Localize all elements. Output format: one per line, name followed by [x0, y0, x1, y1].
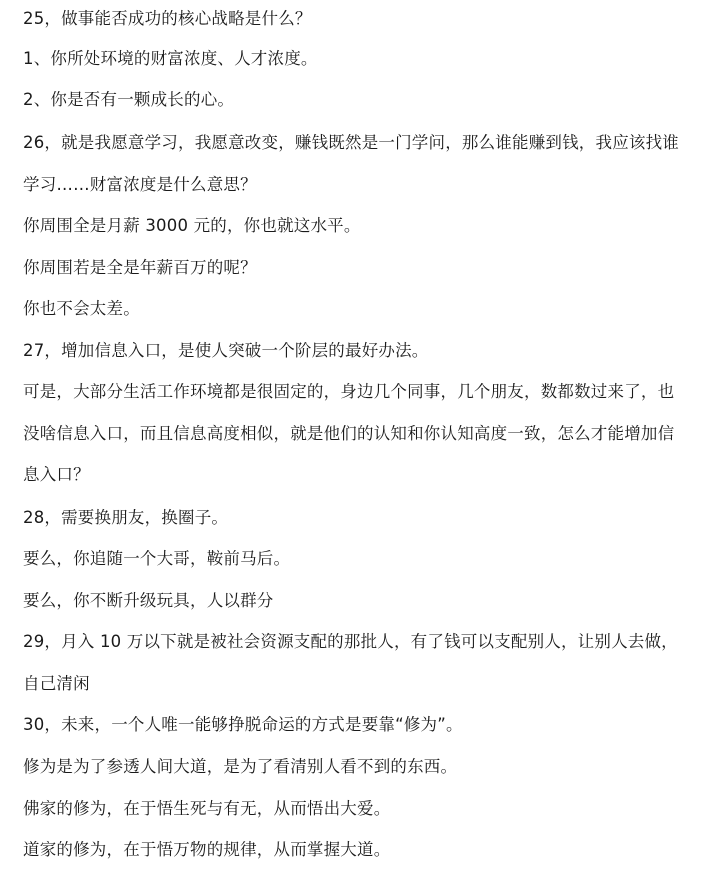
- text-line: 25，做事能否成功的核心战略是什么？: [23, 9, 312, 28]
- text-line: 你周围若是全是年薪百万的呢？: [23, 258, 257, 277]
- text-line: 息入口？: [23, 465, 90, 484]
- text-line: 修为是为了参透人间大道，是为了看清别人看不到的东西。: [23, 757, 458, 776]
- text-line: 28，需要换朋友，换圈子。: [23, 508, 229, 527]
- text-line: 29，月入 10 万以下就是被社会资源支配的那批人，有了钱可以支配别人，让别人去做，: [23, 632, 678, 651]
- text-line: 你周围全是月薪 3000 元的，你也就这水平。: [23, 216, 361, 235]
- text-line: 27，增加信息入口，是使人突破一个阶层的最好办法。: [23, 341, 429, 360]
- text-line: 要么，你不断升级玩具，人以群分: [23, 591, 274, 610]
- text-line: 要么，你追随一个大哥，鞍前马后。: [23, 549, 291, 568]
- text-line: 可是，大部分生活工作环境都是很固定的，身边几个同事，几个朋友，数都数过来了，也: [23, 382, 675, 401]
- text-line: 1、你所处环境的财富浓度、人才浓度。: [23, 49, 318, 68]
- text-line: 没啥信息入口，而且信息高度相似，就是他们的认知和你认知高度一致，怎么才能增加信: [23, 424, 675, 443]
- text-line: 自己清闲: [23, 674, 90, 693]
- text-line: 你也不会太差。: [23, 299, 140, 318]
- text-line: 道家的修为，在于悟万物的规律，从而掌握大道。: [23, 840, 391, 859]
- text-line: 26，就是我愿意学习，我愿意改变，赚钱既然是一门学问，那么谁能赚到钱，我应该找谁: [23, 133, 679, 152]
- text-line: 佛家的修为，在于悟生死与有无，从而悟出大爱。: [23, 799, 391, 818]
- text-line: 30，未来，一个人唯一能够挣脱命运的方式是要靠“修为”。: [23, 715, 463, 734]
- text-line: 2、你是否有一颗成长的心。: [23, 90, 235, 109]
- text-line: 学习……财富浓度是什么意思？: [23, 175, 257, 194]
